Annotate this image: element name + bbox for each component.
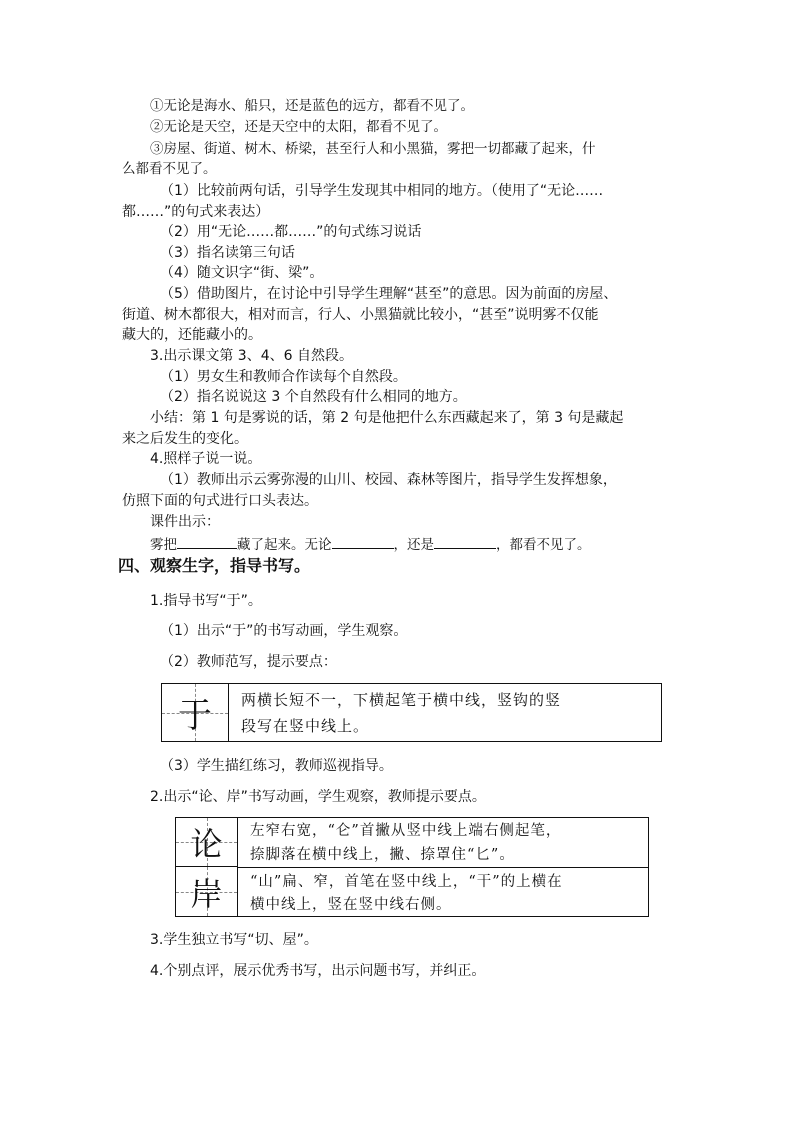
- model-character: 论: [190, 825, 223, 863]
- w1-title: 1.指导书写“于”。: [150, 593, 262, 609]
- fill-blank-2: [332, 534, 394, 549]
- box1-tip-line-2: 段写在竖中线上。: [241, 717, 370, 735]
- step-5-line-cont2: 藏大的，还能藏小的。: [122, 327, 262, 343]
- writing-guide-box-2: [175, 817, 649, 917]
- char-grid-cell: [176, 867, 238, 916]
- example-sentence-1: ①无论是海水、船只，还是蓝色的远方，都看不见了。: [150, 98, 474, 114]
- box2-row2-line-2: 横中线上，竖在竖中线右侧。: [250, 897, 452, 913]
- model-character: 于: [178, 696, 212, 736]
- step3-p1: （1）男女生和教师合作读每个自然段。: [160, 369, 407, 385]
- example-sentence-3: ③房屋、街道、树木、桥梁，甚至行人和小黑猫，雾把一切都藏了起来，什: [150, 141, 596, 157]
- step-1-line-cont: 都……”的句式来表达）: [122, 204, 270, 220]
- char-grid-cell: [176, 818, 238, 867]
- w3-line: 3.学生独立书写“切、屋”。: [150, 932, 318, 948]
- fill-part-4: ，都看不见了。: [496, 537, 591, 553]
- example-sentence-3-cont: 么都看不见了。: [122, 161, 217, 177]
- box2-row2-line-1: “山”扁、窄，首笔在竖中线上，“干”的上横在: [250, 874, 563, 890]
- step-4-line: （4）随文识字“街、梁”。: [160, 265, 324, 281]
- step4-p1-cont: 仿照下面的句式进行口头表达。: [122, 493, 318, 509]
- fill-in-sentence: [150, 534, 710, 555]
- w1-p1: （1）出示“于”的书写动画，学生观察。: [160, 623, 408, 639]
- step3-summary-cont: 来之后发生的变化。: [122, 431, 248, 447]
- step-3-line: （3）指名读第三句话: [160, 245, 295, 261]
- fill-part-3: ，还是: [393, 537, 434, 553]
- example-sentence-2: ②无论是天空，还是天空中的太阳，都看不见了。: [150, 119, 447, 135]
- step4-p1: （1）教师出示云雾弥漫的山川、校园、森林等图片，指导学生发挥想象，: [160, 472, 617, 488]
- fill-blank-1: [177, 534, 237, 549]
- step-2-line: （2）用“无论……都……”的句式练习说话: [160, 224, 422, 240]
- box1-tip-line-1: 两横长短不一，下横起笔于横中线，竖钩的竖: [241, 691, 562, 709]
- model-character: 岸: [190, 874, 223, 913]
- step-1-line: （1）比较前两句话，引导学生发现其中相同的地方。（使用了“无论……: [160, 183, 604, 199]
- fill-part-2: 藏了起来。无论: [237, 537, 332, 553]
- w1-p2: （2）教师范写，提示要点：: [160, 654, 337, 670]
- w1-p3: （3）学生描红练习，教师巡视指导。: [160, 758, 393, 774]
- box2-row1-line-1: 左窄右宽，“仑”首撇从竖中线上端右侧起笔，: [250, 823, 562, 839]
- w4-line: 4.个别点评，展示优秀书写，出示问题书写，并纠正。: [150, 963, 486, 979]
- step3-p2: （2）指名说说这 3 个自然段有什么相同的地方。: [160, 389, 467, 405]
- step-5-line: （5）借助图片，在讨论中引导学生理解“甚至”的意思。因为前面的房屋、: [160, 286, 618, 302]
- fill-blank-3: [434, 534, 496, 549]
- step3-summary: 小结：第 1 句是雾说的话，第 2 句是他把什么东西藏起来了，第 3 句是藏起: [150, 410, 624, 426]
- step3-title: 3.出示课文第 3、4、6 自然段。: [150, 348, 353, 364]
- step4-title: 4.照样子说一说。: [150, 451, 262, 467]
- box2-row1-line-2: 捺脚落在横中线上，撇、捺罩住“匕”。: [250, 847, 515, 863]
- fill-part-1: 雾把: [150, 537, 177, 553]
- step-5-line-cont: 街道、树木都很大，相对而言，行人、小黑猫就比较小，“甚至”说明雾不仅能: [122, 307, 599, 323]
- char-grid-cell: [162, 684, 229, 741]
- section-heading: 四、观察生字，指导书写。: [118, 556, 311, 575]
- courseware-label: 课件出示：: [150, 514, 220, 530]
- writing-guide-box-1: [161, 683, 662, 742]
- w2-title: 2.出示“论、岸”书写动画，学生观察，教师提示要点。: [150, 789, 486, 805]
